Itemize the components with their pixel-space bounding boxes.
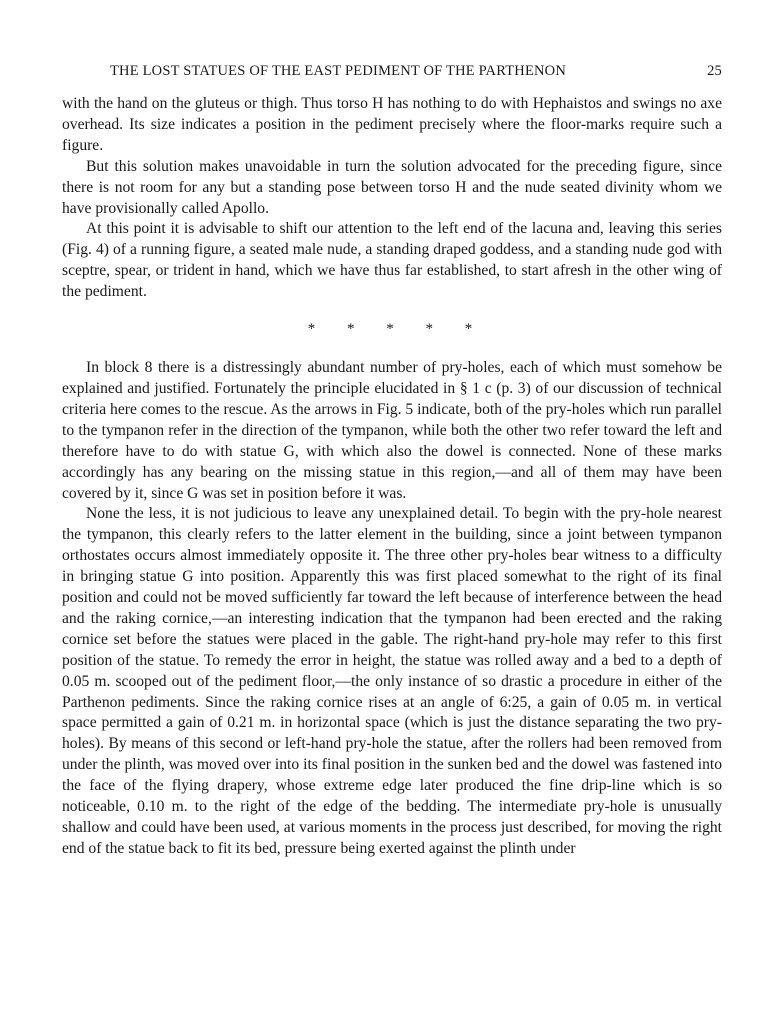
paragraph: In block 8 there is a distressingly abundant number of pry-holes, each of which must somehow be explained and justified. Fortunately the principle elucidated in § 1 c (p. 3) of our discussion of technical criteria here comes to the rescue. As the arrows in Fig. 5 indicate, both of the pry-holes which run parallel to the tympanon refer in the direction of the tympanon, while both the other two refer toward the left and therefore have to do with statue G, with which also the dowel is connected. None of these marks accordingly has any bearing on the missing statue in this region,—and all of them may have been covered by it, since G was set in position before it was. bbox=[62, 359, 722, 502]
body-text bbox=[62, 94, 722, 860]
paragraph: None the less, it is not judicious to leave any unexplained detail. To begin with the pry-hole nearest the tympanon, this clearly refers to the latter element in the building, since a joint between tympanon orthostates occurs almost immediately opposite it. The three other pry-holes bear witness to a difficulty in bringing statue G into position. Apparently this was first placed somewhat to the right of its final position and could not be moved sufficiently far toward the left because of interference between the head and the raking cornice,—an interesting indication that the tympanon had been erected and the raking cornice set before the statues were placed in the gable. The right-hand pry-hole may refer to this first position of the statue. To remedy the error in height, the statue was rolled away and a bed to a depth of 0.05 m. scooped out of the pediment floor,—the only instance of so drastic a procedure in either of the Parthenon pediments. Since the raking cornice rises at an angle of 6:25, a gain of 0.05 m. in vertical space permitted a gain of 0.21 m. in horizontal space (which is just the distance separating the two pry-holes). By means of this second or left-hand pry-hole the statue, after the rollers had been removed from under the plinth, was moved over into its final position in the sunken bed and the dowel was fastened into the face of the flying drapery, whose extreme edge later produced the fine drip-line which is so noticeable, 0.10 m. to the right of the edge of the bedding. The intermediate pry-hole is unusually shallow and could have been used, at various moments in the process just described, for moving the right end of the statue back to fit its bed, pressure being exerted against the plinth under bbox=[62, 505, 722, 857]
paragraph: At this point it is advisable to shift our attention to the left end of the lacuna and, leaving this series (Fig. 4) of a running figure, a seated male nude, a standing draped goddess, and a standing nude god with sceptre, spear, or trident in hand, which we have thus far established, to start afresh in the other wing of the pediment. bbox=[62, 220, 722, 301]
running-head bbox=[62, 60, 722, 84]
page bbox=[62, 60, 722, 860]
running-title: THE LOST STATUES OF THE EAST PEDIMENT OF THE PARTHENON bbox=[110, 63, 567, 79]
paragraph: But this solution makes unavoidable in turn the solution advocated for the preceding figure, since there is not room for any but a standing pose between torso H and the nude seated divinity whom we have provisionally called Apollo. bbox=[62, 157, 722, 217]
page-number: 25 bbox=[707, 63, 722, 79]
paragraph-continuation: with the hand on the gluteus or thigh. Thus torso H has nothing to do with Hephaistos and swings no axe overhead. Its size indicates a position in the pediment precisely where the floor-marks require such a figure. bbox=[62, 95, 722, 154]
section-separator: * * * * * bbox=[307, 321, 487, 338]
